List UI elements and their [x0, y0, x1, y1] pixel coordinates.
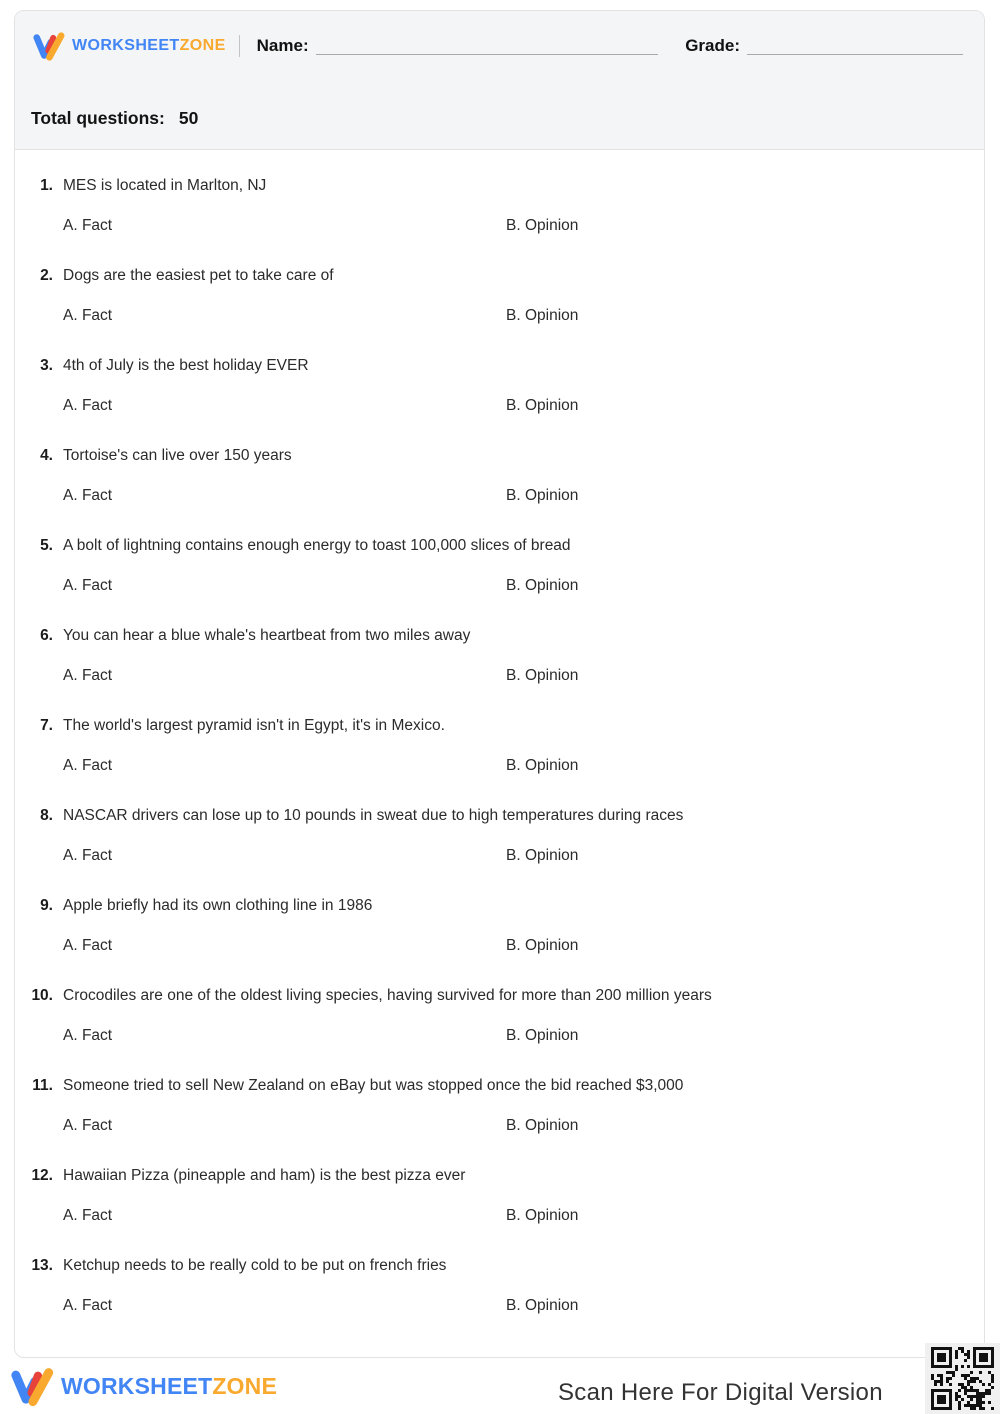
question-text: Tortoise's can live over 150 years [63, 447, 292, 464]
total-questions [31, 108, 963, 129]
name-label: Name: [256, 36, 309, 55]
question-item [15, 266, 984, 325]
option-b-opinion[interactable]: B. Opinion [506, 217, 579, 234]
total-questions-label: Total questions: [31, 108, 165, 128]
question-line [15, 716, 984, 735]
scan-here-text: Scan Here For Digital Version [558, 1379, 883, 1406]
grade-input-line[interactable] [747, 54, 963, 55]
question-line [15, 806, 984, 825]
option-b-opinion[interactable]: B. Opinion [506, 487, 579, 504]
header-row [31, 28, 963, 64]
option-b-opinion[interactable]: B. Opinion [506, 757, 579, 774]
question-item [15, 1076, 984, 1135]
question-list [15, 150, 984, 1315]
worksheet-card [14, 10, 985, 1358]
question-item [15, 986, 984, 1045]
option-b-opinion[interactable]: B. Opinion [506, 307, 579, 324]
question-options [15, 1026, 984, 1045]
option-a-fact[interactable]: A. Fact [63, 1207, 113, 1224]
option-b-opinion[interactable]: B. Opinion [506, 1297, 579, 1314]
qr-panel [925, 1343, 1000, 1414]
question-options [15, 306, 984, 325]
option-a-fact[interactable]: A. Fact [63, 307, 113, 324]
option-a-fact[interactable]: A. Fact [63, 487, 113, 504]
brand-wordmark [72, 37, 226, 55]
question-line [15, 1256, 984, 1275]
question-text: Ketchup needs to be really cold to be put on french fries [63, 1257, 447, 1274]
question-options [15, 1116, 984, 1135]
qr-code [931, 1347, 994, 1410]
question-item [15, 716, 984, 775]
option-a-fact[interactable]: A. Fact [63, 1027, 113, 1044]
question-options [15, 1296, 984, 1315]
question-options [15, 936, 984, 955]
question-number: 6. [40, 627, 53, 644]
footer-brand-wordmark [61, 1373, 277, 1400]
option-b-opinion[interactable]: B. Opinion [506, 1027, 579, 1044]
question-options [15, 846, 984, 865]
question-item [15, 356, 984, 415]
question-options [15, 756, 984, 775]
footer-brand-text-worksheet: WORKSHEET [61, 1373, 213, 1399]
question-line [15, 986, 984, 1005]
question-number: 7. [40, 717, 53, 734]
question-line [15, 176, 984, 195]
question-number: 9. [40, 897, 53, 914]
brand-w-icon [31, 30, 65, 62]
option-a-fact[interactable]: A. Fact [63, 577, 113, 594]
question-item [15, 176, 984, 235]
question-number: 11. [32, 1077, 53, 1094]
option-b-opinion[interactable]: B. Opinion [506, 1117, 579, 1134]
option-a-fact[interactable]: A. Fact [63, 757, 113, 774]
question-text: Apple briefly had its own clothing line in 1986 [63, 897, 373, 914]
question-item [15, 626, 984, 685]
option-a-fact[interactable]: A. Fact [63, 1117, 113, 1134]
question-options [15, 576, 984, 595]
question-line [15, 536, 984, 555]
option-a-fact[interactable]: A. Fact [63, 217, 113, 234]
question-text: The world's largest pyramid isn't in Egypt, it's in Mexico. [63, 717, 445, 734]
question-item [15, 536, 984, 595]
question-text: A bolt of lightning contains enough energy to toast 100,000 slices of bread [63, 537, 571, 554]
question-number: 4. [40, 447, 53, 464]
header-divider [239, 35, 240, 57]
question-item [15, 1166, 984, 1225]
question-line [15, 1076, 984, 1095]
question-number: 2. [40, 267, 53, 284]
question-line [15, 356, 984, 375]
question-item [15, 896, 984, 955]
total-questions-value: 50 [178, 108, 199, 128]
question-text: Crocodiles are one of the oldest living species, having survived for more than 200 million years [63, 987, 712, 1004]
option-b-opinion[interactable]: B. Opinion [506, 577, 579, 594]
brand-logo [31, 30, 226, 62]
question-line [15, 1166, 984, 1185]
question-options [15, 396, 984, 415]
question-options [15, 1206, 984, 1225]
name-input-line[interactable] [316, 54, 659, 55]
question-number: 10. [31, 987, 53, 1004]
option-a-fact[interactable]: A. Fact [63, 847, 113, 864]
question-number: 8. [40, 807, 53, 824]
option-a-fact[interactable]: A. Fact [63, 397, 113, 414]
question-text: Hawaiian Pizza (pineapple and ham) is the best pizza ever [63, 1167, 466, 1184]
option-b-opinion[interactable]: B. Opinion [506, 937, 579, 954]
question-item [15, 446, 984, 505]
question-line [15, 446, 984, 465]
question-number: 1. [40, 177, 53, 194]
footer-brand-text-zone: ZONE [212, 1373, 278, 1399]
option-a-fact[interactable]: A. Fact [63, 1297, 113, 1314]
question-text: Someone tried to sell New Zealand on eBay but was stopped once the bid reached $3,000 [63, 1077, 684, 1094]
question-text: 4th of July is the best holiday EVER [63, 357, 309, 374]
question-text: NASCAR drivers can lose up to 10 pounds in sweat due to high temperatures during races [63, 807, 684, 824]
option-a-fact[interactable]: A. Fact [63, 667, 113, 684]
question-number: 5. [40, 537, 53, 554]
option-b-opinion[interactable]: B. Opinion [506, 847, 579, 864]
question-text: Dogs are the easiest pet to take care of [63, 267, 334, 284]
question-number: 13. [31, 1257, 53, 1274]
grade-label: Grade: [685, 36, 740, 55]
option-b-opinion[interactable]: B. Opinion [506, 1207, 579, 1224]
question-options [15, 486, 984, 505]
worksheet-header [15, 11, 984, 150]
question-number: 12. [31, 1167, 53, 1184]
question-line [15, 266, 984, 285]
option-b-opinion[interactable]: B. Opinion [506, 397, 579, 414]
question-item [15, 806, 984, 865]
question-options [15, 666, 984, 685]
question-text: MES is located in Marlton, NJ [63, 177, 267, 194]
question-number: 3. [40, 357, 53, 374]
question-line [15, 896, 984, 915]
question-options [15, 216, 984, 235]
question-line [15, 626, 984, 645]
footer-brand-w-icon [8, 1365, 54, 1408]
brand-text-zone: ZONE [179, 37, 226, 54]
footer-brand-logo [8, 1365, 277, 1408]
question-text: You can hear a blue whale's heartbeat from two miles away [63, 627, 471, 644]
question-item [15, 1256, 984, 1315]
option-a-fact[interactable]: A. Fact [63, 937, 113, 954]
option-b-opinion[interactable]: B. Opinion [506, 667, 579, 684]
brand-text-worksheet: WORKSHEET [72, 37, 180, 54]
